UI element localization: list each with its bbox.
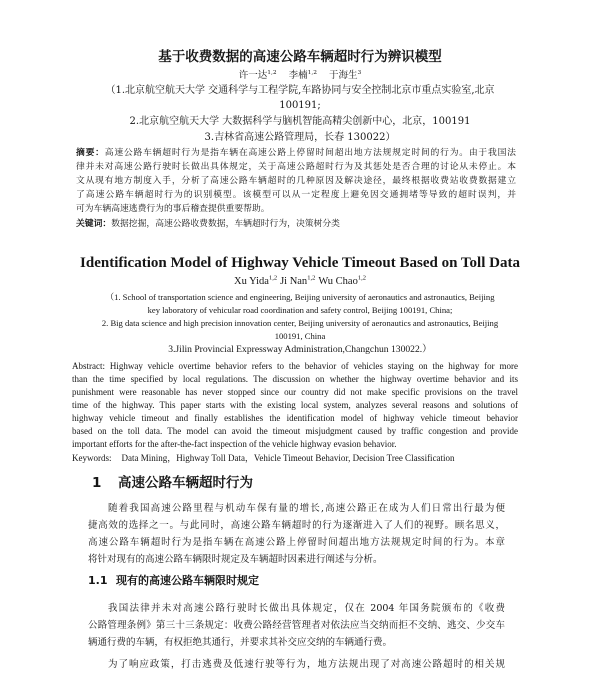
abstract-cn-line — [76, 146, 516, 160]
affiliation-en-line: （1. School of transportation science and engineering, Beijing university of aeronautics and astronautics, Beijing — [105, 292, 495, 302]
author-en-affil-mark: 1,2 — [357, 274, 366, 282]
paragraph-line: 公路管理条例》第三十三条规定：收费公路经营管理者对依法应当交纳而拒不交纳、逃交、少交车 — [88, 620, 505, 631]
affiliation-en-line: 100191, China — [274, 331, 326, 341]
authors-cn — [0, 68, 600, 83]
keywords-en — [72, 452, 518, 465]
affiliation-en-line: 3.Jilin Provincial Expressway Administration,Changchun 130022.） — [168, 344, 432, 355]
section-number: 1 — [92, 475, 102, 491]
author-en-affil-mark: 1,2 — [307, 274, 316, 282]
affiliation-en-line: key laboratory of vehicular road coordination and safety control, Beijing 100191, China; — [147, 305, 453, 315]
keywords-en-label: Keywords: — [72, 453, 112, 463]
paragraph-line: 将针对现有的高速公路车辆限时规定及车辆超时因素进行阐述与分析。 — [88, 554, 383, 565]
paragraph-line: 高速公路车辆超时行为是指车辆在高速公路上停留时间超出地方法规规定时间的行为。本章 — [88, 537, 505, 548]
author-cn-affil-mark: 1,2 — [307, 69, 317, 76]
paragraph-line: 捷高效的选择之一。与此同时，高速公路车辆超时的行为逐渐进入了人们的视野。顾名思义， — [88, 520, 505, 531]
abstract-cn-text: 高速公路车辆超时行为是指车辆在高速公路上停留时间超出地方法规规定时间的行为。由于我国法 — [104, 148, 516, 158]
abstract-en-line: time of the highway. This paper starts with the existing local system, analyzes several reasons and solutions of — [72, 400, 518, 410]
keywords-cn — [76, 217, 516, 231]
keywords-en-text: Data Mining，Highway Toll Data，Vehicle Timeout Behavior, Decision Tree Classification — [121, 453, 455, 463]
paper-title-en: Identification Model of Highway Vehicle Timeout Based on Toll Data — [80, 255, 520, 271]
affiliation-cn-line: 3.吉林省高速公路管理局，长春 130022） — [204, 132, 396, 143]
paragraph-line: 辆通行费的车辆，有权拒绝其通行，并要求其补交应交纳的车辆通行费。 — [88, 637, 393, 648]
paragraph-line: 为了响应政策，打击逃费及低速行驶等行为，地方法规出现了对高速公路超时的相关规 — [108, 659, 505, 670]
author-en-name: Ji Nan — [280, 276, 308, 287]
author-cn-name: 于海生 — [329, 70, 358, 81]
affiliation-cn-line: （1.北京航空航天大学 交通科学与工程学院,车路协同与安全控制北京市重点实验室,北京 — [105, 85, 495, 96]
author-cn-affil-mark: 3 — [357, 69, 362, 76]
abstract-en-line: highway vehicle timeout and finally establishes the identification model of highway vehicle timeout behavior — [72, 413, 518, 423]
paragraph-line: 我国法律并未对高速公路行驶时长做出具体规定，仅在 2004 年国务院颁布的《收费 — [108, 603, 505, 614]
affiliation-en-line: 2. Big data science and high precision innovation center, Beijing university of aeronautics and astronautics, Beijing — [101, 318, 499, 328]
author-en-name: Wu Chao — [318, 276, 358, 287]
authors-en — [0, 274, 600, 289]
keywords-cn-label: 关键词： — [76, 219, 112, 229]
author-cn-affil-mark: 1,2 — [267, 69, 277, 76]
abstract-cn-line: 文从现有地方制度入手，分析了高速公路车辆超时的几种原因及解决途径，最终根据收费站收费数据建立 — [76, 176, 516, 186]
abstract-cn-label: 摘要： — [76, 148, 105, 158]
abstract-en-line: punishment were reasonable has never stopped since our country did not make specific provisions on the travel — [72, 387, 518, 397]
author-en-name: Xu Yida — [234, 276, 269, 287]
author-cn-name: 李楠 — [288, 70, 308, 81]
author-cn-name: 许一达 — [238, 70, 268, 81]
paper-title-cn: 基于收费数据的高速公路车辆超时行为辨识模型 — [158, 49, 442, 65]
keywords-cn-text: 数据挖掘，高速公路收费数据，车辆超时行为，决策树分类 — [111, 219, 340, 229]
abstract-cn-line: 可为车辆高速逃费行为的事后稽查提供重要帮助。 — [76, 204, 270, 214]
abstract-en-line: important efforts for the after-the-fact inspection of the vehicle highway evasion behavior. — [72, 439, 397, 449]
abstract-en-line: based on the toll data. The model can avoid the timeout misjudgment caused by traffic congestion and provide — [72, 426, 518, 436]
affiliation-cn-line: 100191; — [279, 100, 321, 111]
paragraph-line: 随着我国高速公路里程与机动车保有量的增长,高速公路正在成为人们日常出行最为便 — [108, 503, 505, 514]
abstract-cn-line: 律并未对高速公路行驶时长做出具体规定，关于高速公路超时行为及其惩处是否合理的讨论从未停止。本 — [76, 162, 516, 172]
subsection-number: 1.1 — [88, 574, 108, 587]
author-en-affil-mark: 1,2 — [268, 274, 278, 282]
subsection-title: 现有的高速公路车辆限时规定 — [116, 574, 259, 587]
section-title: 高速公路车辆超时行为 — [118, 475, 253, 491]
affiliation-cn-line: 2.北京航空航天大学 大数据科学与脑机智能高精尖创新中心，北京，100191 — [129, 116, 471, 127]
abstract-en-line: than the time specified by local regulations. The discussion on whether the highway overtime behavior and its — [72, 374, 518, 384]
abstract-cn-line: 了高速公路车辆超时行为的识别模型。该模型可以从一定程度上避免因交通拥堵等导致的超时误判，并 — [76, 190, 516, 200]
abstract-en-line: Abstract: Highway vehicle overtime behavior refers to the behavior of vehicles staying on the highway for more — [72, 361, 518, 371]
